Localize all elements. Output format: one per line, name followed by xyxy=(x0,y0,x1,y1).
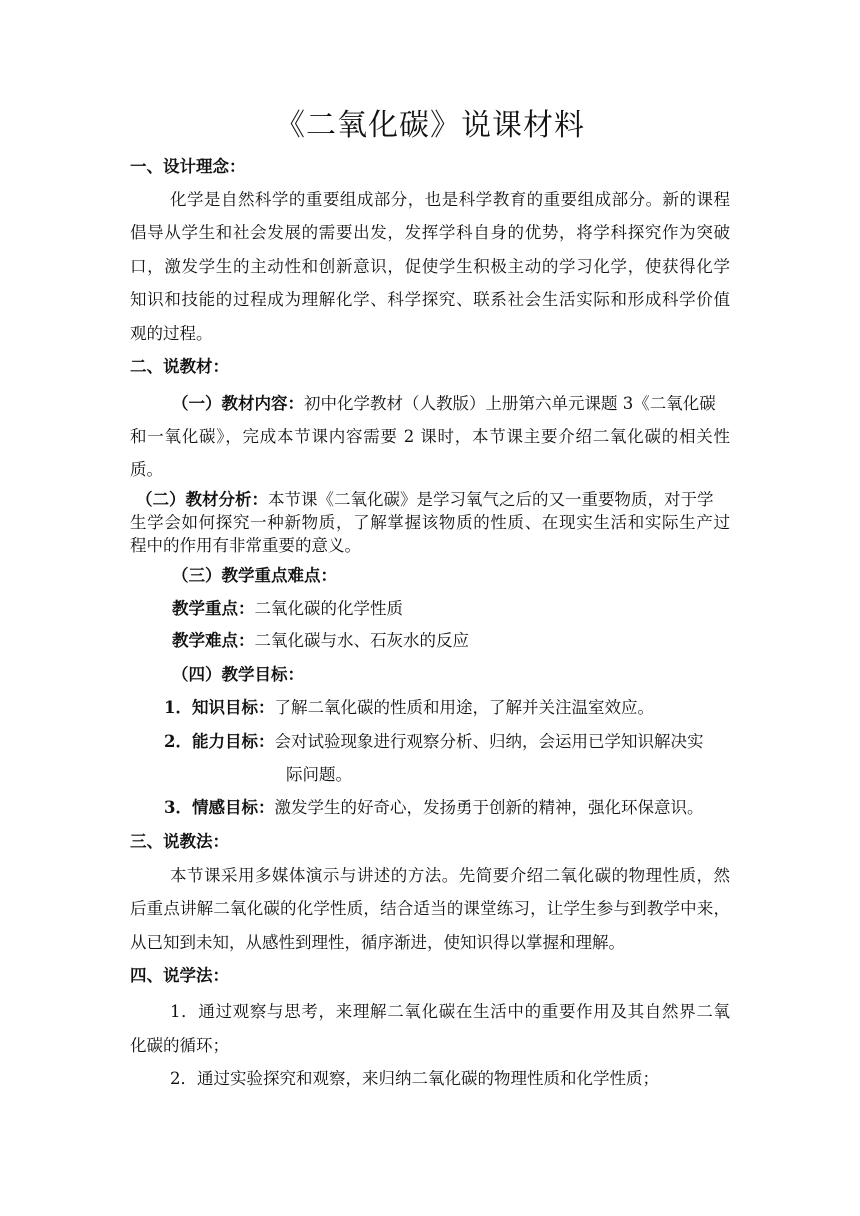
key-point-text: 二氧化碳的化学性质 xyxy=(254,599,403,618)
subsection-content xyxy=(172,393,716,415)
key-point-label: 教学重点： xyxy=(172,599,255,618)
paragraph-line: 化碳的循环； xyxy=(130,1036,229,1055)
paragraph-line: 倡导从学生和社会发展的需要出发，发挥学科自身的优势，将学科探究作为突破 xyxy=(130,223,730,242)
goal-text-continued: 际问题。 xyxy=(286,765,352,784)
goal-line xyxy=(164,697,654,719)
goal-label: 2．能力目标： xyxy=(164,732,275,751)
paragraph-line: 口，激发学生的主动性和创新意识，促使学生积极主动的学习化学，使获得化学 xyxy=(130,257,730,276)
paragraph-line: 从已知到未知，从感性到理性，循序渐进，使知识得以掌握和理解。 xyxy=(130,933,625,952)
goal-line xyxy=(164,731,703,753)
subsection-key-points-label: （三）教学重点难点： xyxy=(172,566,337,585)
subsection-analysis xyxy=(136,489,714,511)
subsection-label: （二）教材分析： xyxy=(136,490,268,509)
paragraph-line: 程中的作用有非常重要的意义。 xyxy=(130,536,361,555)
goal-label: 1．知识目标： xyxy=(164,698,275,717)
paragraph-line: 和一氧化碳》，完成本节课内容需要 2 课时，本节课主要介绍二氧化碳的相关性 xyxy=(130,427,730,446)
goal-text: 了解二氧化碳的性质和用途，了解并关注温室效应。 xyxy=(274,698,654,717)
paragraph-line: 2．通过实验探究和观察，来归纳二氧化碳的物理性质和化学性质； xyxy=(170,1069,659,1088)
difficult-point-text: 二氧化碳与水、石灰水的反应 xyxy=(254,631,469,650)
paragraph-line: 后重点讲解二氧化碳的化学性质，结合适当的课堂练习，让学生参与到教学中来， xyxy=(130,899,730,918)
document-title: 《二氧化碳》说课材料 xyxy=(275,108,585,143)
goal-label: 3．情感目标： xyxy=(164,798,275,817)
paragraph-line: 观的过程。 xyxy=(130,324,213,343)
section-heading-design-concept: 一、设计理念： xyxy=(130,157,246,176)
key-point-line xyxy=(172,598,403,620)
subsection-text: 本节课《二氧化碳》是学习氧气之后的又一重要物质，对于学 xyxy=(268,490,714,509)
paragraph-line: 化学是自然科学的重要组成部分，也是科学教育的重要组成部分。新的课程 xyxy=(170,190,730,209)
paragraph-line: 质。 xyxy=(130,460,163,479)
paragraph-line: 本节课采用多媒体演示与讲述的方法。先简要介绍二氧化碳的物理性质，然 xyxy=(170,866,730,885)
section-heading-teaching-method: 三、说教法： xyxy=(130,832,229,851)
goal-line xyxy=(164,797,703,819)
subsection-text: 初中化学教材（人教版）上册第六单元课题 3《二氧化碳 xyxy=(304,394,716,413)
difficult-point-line xyxy=(172,630,469,652)
goal-text: 会对试验现象进行观察分析、归纳，会运用已学知识解决实 xyxy=(274,732,704,751)
subsection-label: （一）教材内容： xyxy=(172,394,304,413)
subsection-goals-label: （四）教学目标： xyxy=(172,665,304,684)
difficult-point-label: 教学难点： xyxy=(172,631,255,650)
paragraph-line: 知识和技能的过程成为理解化学、科学探究、联系社会生活实际和形成科学价值 xyxy=(130,290,730,309)
section-heading-teaching-material: 二、说教材： xyxy=(130,357,229,376)
paragraph-line: 1．通过观察与思考，来理解二氧化碳在生活中的重要作用及其自然界二氧 xyxy=(170,1002,730,1021)
goal-text: 激发学生的好奇心，发扬勇于创新的精神，强化环保意识。 xyxy=(274,798,704,817)
paragraph-line: 生学会如何探究一种新物质，了解掌握该物质的性质、在现实生活和实际生产过 xyxy=(130,513,730,532)
section-heading-learning-method: 四、说学法： xyxy=(130,966,229,985)
